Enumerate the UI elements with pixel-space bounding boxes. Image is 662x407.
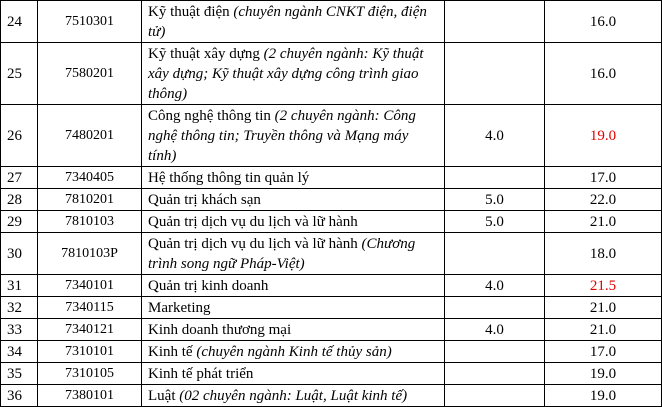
major-code-cell: 7380101 [38, 385, 142, 407]
subject-score-cell [445, 43, 545, 105]
row-number-cell: 27 [1, 167, 38, 189]
major-name-cell [142, 233, 445, 275]
admission-score-cell: 22.0 [545, 189, 662, 211]
row-number-cell: 34 [1, 341, 38, 363]
subject-score-cell [445, 167, 545, 189]
major-name: Kinh doanh thương mại [148, 321, 292, 338]
major-name: Quản trị dịch vụ du lịch và lữ hành [148, 235, 362, 252]
table-row [1, 43, 662, 105]
row-number-cell: 26 [1, 105, 38, 167]
table-row [1, 341, 662, 363]
major-name-cell [142, 363, 445, 385]
admission-score-cell: 21.0 [545, 297, 662, 319]
major-name: Kinh tế phát triển [148, 365, 254, 382]
major-code-cell: 7510301 [38, 1, 142, 43]
row-number-cell: 32 [1, 297, 38, 319]
row-number-cell: 33 [1, 319, 38, 341]
major-code-cell: 7340101 [38, 275, 142, 297]
major-name: Quản trị khách sạn [148, 191, 261, 208]
major-name-cell [142, 319, 445, 341]
table-row [1, 105, 662, 167]
row-number-cell: 24 [1, 1, 38, 43]
major-name-cell [142, 1, 445, 43]
admission-score-cell: 17.0 [545, 167, 662, 189]
table-row [1, 275, 662, 297]
admission-score-cell: 19.0 [545, 105, 662, 167]
major-note: (Chương trình song ngữ Pháp-Việt) [148, 235, 416, 272]
major-code-cell: 7340405 [38, 167, 142, 189]
major-note: (02 chuyên ngành: Luật, Luật kinh tế) [179, 387, 408, 404]
major-code-cell: 7810201 [38, 189, 142, 211]
major-name: Marketing [148, 299, 211, 316]
major-name-cell [142, 167, 445, 189]
major-name: Kỹ thuật điện [148, 3, 234, 20]
major-code-cell: 7310105 [38, 363, 142, 385]
major-name: Kỹ thuật xây dựng [148, 45, 264, 62]
table-row [1, 297, 662, 319]
row-number-cell: 25 [1, 43, 38, 105]
major-name-cell [142, 211, 445, 233]
admission-score-cell: 19.0 [545, 385, 662, 407]
subject-score-cell [445, 297, 545, 319]
subject-score-cell: 5.0 [445, 211, 545, 233]
major-name: Quản trị dịch vụ du lịch và lữ hành [148, 213, 358, 230]
table-body [1, 1, 662, 407]
major-name-cell [142, 105, 445, 167]
major-note: (chuyên ngành CNKT điện, điện tử) [148, 3, 427, 40]
table-row [1, 211, 662, 233]
major-name-cell [142, 275, 445, 297]
major-name: Hệ thống thông tin quản lý [148, 169, 310, 186]
row-number-cell: 29 [1, 211, 38, 233]
major-name: Luật [148, 387, 180, 404]
table-row [1, 385, 662, 407]
row-number-cell: 28 [1, 189, 38, 211]
major-name-cell [142, 341, 445, 363]
major-code-cell: 7580201 [38, 43, 142, 105]
major-code-cell: 7340121 [38, 319, 142, 341]
admission-score-cell: 17.0 [545, 341, 662, 363]
table-row [1, 167, 662, 189]
major-name-cell [142, 385, 445, 407]
major-note: (2 chuyên ngành: Công nghệ thông tin; Truyền thông và Mạng máy tính) [148, 107, 416, 164]
subject-score-cell [445, 363, 545, 385]
major-name-cell [142, 189, 445, 211]
admission-score-cell: 16.0 [545, 1, 662, 43]
table-row [1, 1, 662, 43]
admission-score-cell: 16.0 [545, 43, 662, 105]
table-row [1, 189, 662, 211]
major-name: Kinh tế [148, 343, 197, 360]
subject-score-cell [445, 233, 545, 275]
row-number-cell: 30 [1, 233, 38, 275]
major-name-cell [142, 297, 445, 319]
admission-score-cell: 18.0 [545, 233, 662, 275]
subject-score-cell [445, 385, 545, 407]
subject-score-cell: 4.0 [445, 275, 545, 297]
admission-score-cell: 19.0 [545, 363, 662, 385]
major-code-cell: 7810103 [38, 211, 142, 233]
row-number-cell: 35 [1, 363, 38, 385]
major-code-cell: 7480201 [38, 105, 142, 167]
subject-score-cell [445, 1, 545, 43]
table-row [1, 363, 662, 385]
subject-score-cell: 5.0 [445, 189, 545, 211]
admission-score-cell: 21.0 [545, 319, 662, 341]
major-code-cell: 7310101 [38, 341, 142, 363]
major-note: (chuyên ngành Kinh tế thủy sản) [196, 343, 392, 360]
subject-score-cell: 4.0 [445, 105, 545, 167]
row-number-cell: 31 [1, 275, 38, 297]
admission-score-cell: 21.5 [545, 275, 662, 297]
major-code-cell: 7810103P [38, 233, 142, 275]
major-name: Công nghệ thông tin [148, 107, 275, 124]
major-code-cell: 7340115 [38, 297, 142, 319]
major-name: Quản trị kinh doanh [148, 277, 269, 294]
table-row [1, 319, 662, 341]
table-row [1, 233, 662, 275]
row-number-cell: 36 [1, 385, 38, 407]
subject-score-cell [445, 341, 545, 363]
admission-score-cell: 21.0 [545, 211, 662, 233]
major-name-cell [142, 43, 445, 105]
major-note: (2 chuyên ngành: Kỹ thuật xây dựng; Kỹ thuật xây dựng công trình giao thông) [148, 45, 424, 102]
subject-score-cell: 4.0 [445, 319, 545, 341]
